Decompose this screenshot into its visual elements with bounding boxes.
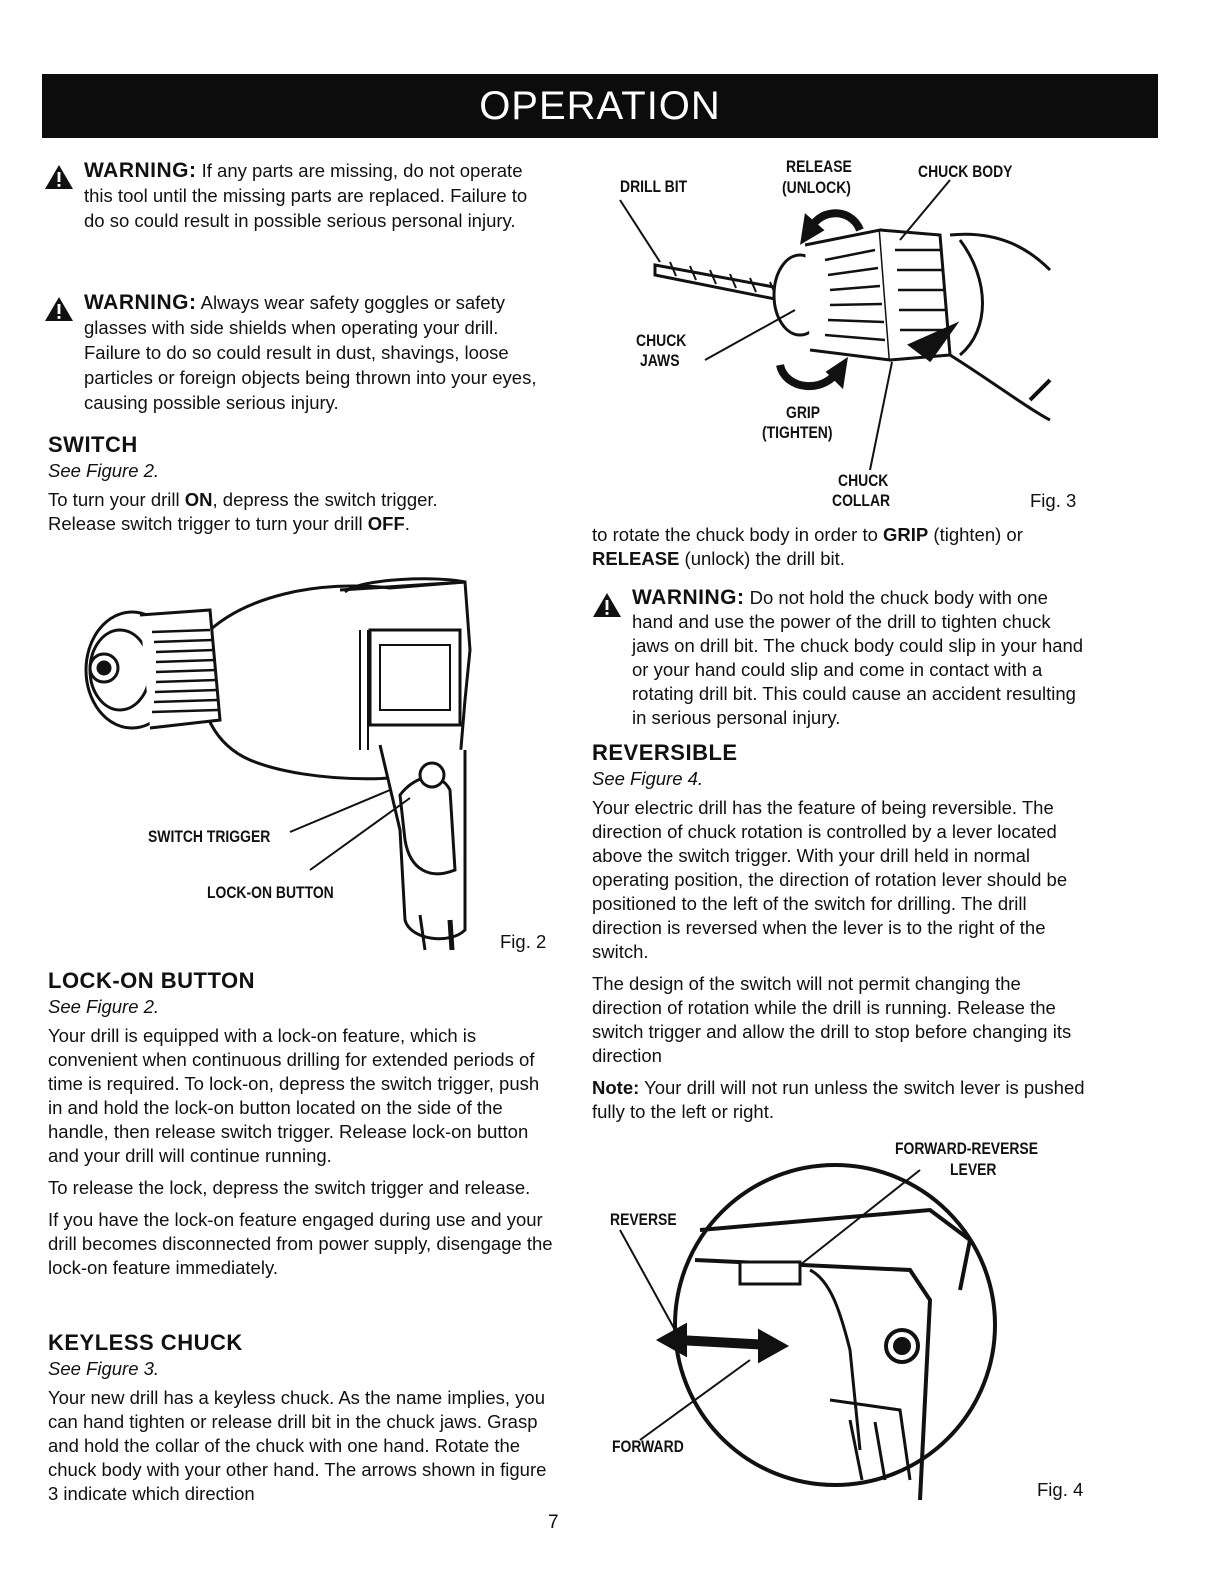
section-header <box>42 74 1158 138</box>
paragraph: To release the lock, depress the switch trigger and release. <box>48 1177 531 1198</box>
warning-missing-parts <box>44 158 544 233</box>
warning-safety-goggles <box>44 290 554 415</box>
warning-label: WARNING: <box>632 586 745 609</box>
label-grip: GRIP <box>786 403 821 422</box>
label-release: RELEASE <box>786 157 852 176</box>
chuck-closeup-icon <box>610 150 1060 480</box>
figure-reference: See Figure 3. <box>48 1358 160 1379</box>
warning-label: WARNING: <box>84 291 197 314</box>
section-heading: SWITCH <box>48 432 138 457</box>
warning-text: If any parts are missing, do not operate this tool until the missing parts are replaced. Failure to do so could result in possible serious personal injury. <box>84 160 528 231</box>
page-title: OPERATION <box>479 83 721 128</box>
keyless-chuck-continued: to rotate the chuck body in order to GRIP (tighten) or RELEASE (unlock) the drill bit. <box>592 524 1023 569</box>
label-chuck-jaws-2: JAWS <box>640 351 680 370</box>
warning-label: WARNING: <box>84 159 197 182</box>
paragraph: If you have the lock-on feature engaged during use and your drill becomes disconnected from power supply, disengage the lock-on feature immediately. <box>48 1209 553 1278</box>
label-drill-bit: DRILL BIT <box>620 177 688 196</box>
paragraph: The design of the switch will not permit changing the direction of rotation while the drill is running. Release the switch trigger and allow the drill to stop before changing its direction <box>592 973 1072 1066</box>
warning-icon <box>44 290 84 415</box>
warning-icon <box>44 158 84 233</box>
label-unlock: (UNLOCK) <box>782 178 851 197</box>
section-heading: KEYLESS CHUCK <box>48 1330 243 1355</box>
warning-chuck-body <box>592 586 1092 730</box>
warning-icon <box>592 586 632 730</box>
label-reverse: REVERSE <box>610 1210 677 1229</box>
figure-4-caption: Fig. 4 <box>1037 1479 1084 1500</box>
warning-text: Do not hold the chuck body with one hand and use the power of the drill to tighten chuck jaws on drill bit. The chuck body could slip in your hand or your hand could slip and come in contact with a rotating drill bit. This could cause an accident resulting in serious personal injury. <box>632 587 1084 728</box>
label-chuck-body: CHUCK BODY <box>918 162 1013 181</box>
figure-3-chuck-illustration <box>610 150 1060 480</box>
paragraph: Your new drill has a keyless chuck. As the name implies, you can hand tighten or release drill bit in the chuck jaws. Grasp and hold the collar of the chuck with one hand. Rotate the chuck body with your other hand. The arrows shown in figure 3 indicate which direction <box>48 1387 547 1504</box>
lock-on-section <box>48 968 558 1288</box>
page-number: 7 <box>548 1512 559 1533</box>
figure-3-caption: Fig. 3 <box>1030 490 1077 511</box>
switch-section <box>48 432 548 536</box>
paragraph: Your drill is equipped with a lock-on feature, which is convenient when continuous drilling for extended periods of time is required. To lock-on, depress the switch trigger, push in and hold the lock-on button located on the side of the handle, then release switch trigger. Release lock-on button and your drill will continue running. <box>48 1025 540 1166</box>
figure-reference: See Figure 4. <box>592 768 704 789</box>
label-lock-on-button: LOCK-ON BUTTON <box>207 883 334 902</box>
label-lever: LEVER <box>950 1160 997 1179</box>
label-forward: FORWARD <box>612 1437 684 1456</box>
label-forward-reverse: FORWARD-REVERSE <box>895 1139 1039 1158</box>
note-paragraph: Note: Your drill will not run unless the switch lever is pushed fully to the left or right. <box>592 1077 1085 1122</box>
label-switch-trigger: SWITCH TRIGGER <box>148 827 271 846</box>
figure-2-caption: Fig. 2 <box>500 931 547 952</box>
section-heading: LOCK-ON BUTTON <box>48 968 256 993</box>
label-chuck-collar-1: CHUCK <box>838 471 889 490</box>
paragraph: Your electric drill has the feature of being reversible. The direction of chuck rotation is controlled by a lever located above the switch trigger. With your drill held in normal operating position, the direction of rotation lever should be positioned to the left of the switch for drilling. The drill direction is reversed when the lever is to the right of the switch. <box>592 797 1068 962</box>
switch-on-text: To turn your drill ON, depress the switch trigger. Release switch trigger to turn your drill OFF. <box>48 489 438 534</box>
figure-reference: See Figure 2. <box>48 996 160 1017</box>
label-chuck-collar-2: COLLAR <box>832 491 891 510</box>
section-heading: REVERSIBLE <box>592 740 738 765</box>
warning-text: Always wear safety goggles or safety glasses with side shields when operating your drill. Failure to do so could result in dust, shavings, loose particles or foreign objects being thrown into your eyes, causing possible serious injury. <box>84 292 537 413</box>
label-tighten: (TIGHTEN) <box>762 423 833 442</box>
figure-reference: See Figure 2. <box>48 460 160 481</box>
reversible-section <box>592 740 1087 1132</box>
keyless-chuck-section <box>48 1330 558 1514</box>
label-chuck-jaws-1: CHUCK <box>636 331 687 350</box>
